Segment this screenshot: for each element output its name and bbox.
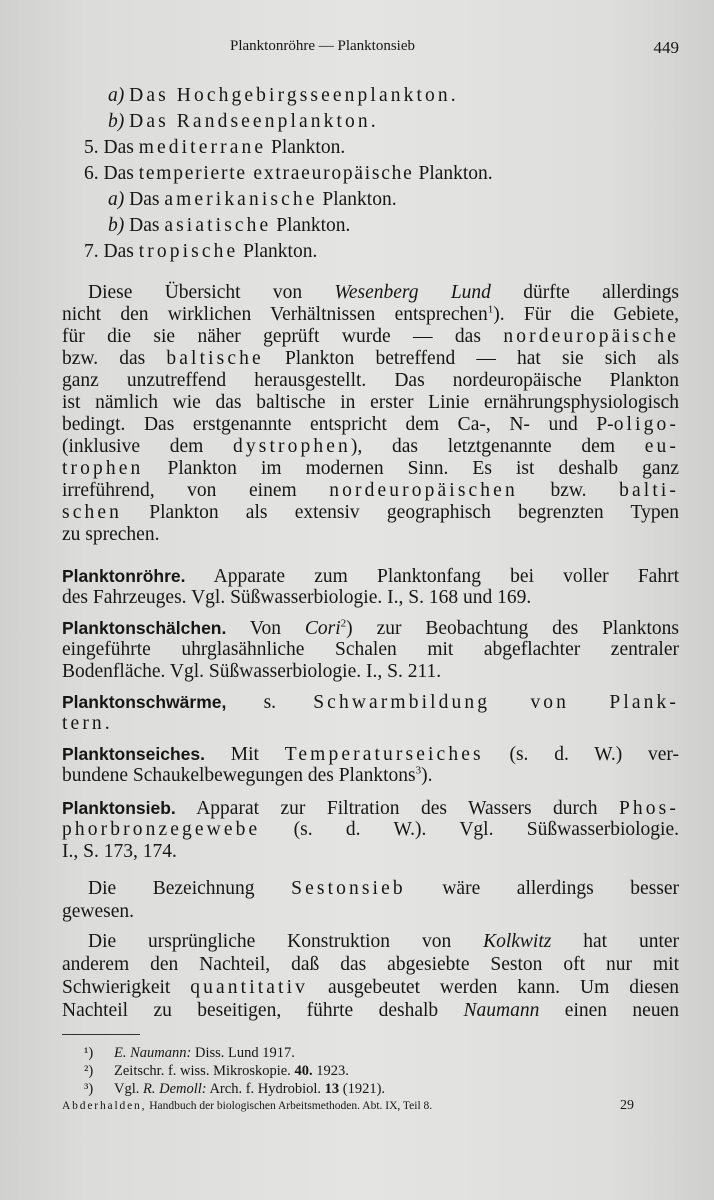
text-line: Planktonseiches. Mit Temperaturseiches (s. d. W.) ver-	[62, 744, 680, 765]
text-line: Nachteil zu beseitigen, führte deshalb Naumann einen neuen	[62, 1000, 679, 1021]
footnote: ¹) E. Naumann: Diss. Lund 1917.	[84, 1045, 295, 1061]
text-line: I., S. 173, 174.	[62, 841, 177, 862]
outline-item: 7. Das tropische Plankton.	[84, 241, 318, 262]
text-line: zu sprechen.	[62, 524, 160, 545]
outline-item: a) Das Hochgebirgsseenplankton.	[108, 85, 459, 106]
entry-term: Planktonröhre.	[62, 566, 186, 586]
text-line: Bodenfläche. Vgl. Süßwasserbiologie. I., S. 211.	[62, 661, 442, 682]
text-line: Schwierigkeit quantitativ ausgebeutet werden kann. Um diesen	[62, 977, 680, 998]
footnote-rule	[62, 1034, 140, 1035]
outline-item: 5. Das mediterrane Plankton.	[84, 137, 346, 158]
text-line: Planktonschälchen. Von Cori$^2$) zur Beobachtung des Planktons	[62, 617, 679, 639]
page-header	[62, 38, 679, 62]
footnote: ³) Vgl. R. Demoll: Arch. f. Hydrobiol. 13 (1921).	[84, 1081, 386, 1097]
text-line: Planktonschwärme, s. Schwarmbildung von Plank-	[62, 692, 679, 713]
text-line: bundene Schaukelbewegungen des Planktons$^3$).	[62, 764, 433, 786]
text-line: anderem den Nachteil, daß das abgesiebte Seston oft nur mit	[62, 954, 679, 975]
outline-item: b) Das asiatische Plankton.	[108, 215, 351, 236]
text-line: bzw. das baltische Plankton betreffend — hat sie sich als	[62, 348, 680, 369]
text-line: für die sie näher geprüft wurde — das nordeuropäische	[62, 326, 680, 347]
footnote: ²) Zeitschr. f. wiss. Mikroskopie. 40. 1923.	[84, 1063, 349, 1079]
text-line: gewesen.	[62, 901, 135, 922]
entry-term: Planktonschwärme,	[62, 692, 227, 712]
entry-term: Planktonseiches.	[62, 744, 205, 764]
text-line: trophen Plankton im modernen Sinn. Es ist deshalb ganz	[62, 458, 679, 479]
text-line: Die ursprüngliche Konstruktion von Kolkwitz hat unter	[88, 931, 680, 952]
entry-term: Planktonsieb.	[62, 798, 176, 818]
outline-item: b) Das Randseenplankton.	[108, 111, 379, 132]
printer-signature: 29	[620, 1098, 634, 1113]
outline-item: 6. Das temperierte extraeuropäische Plankton.	[84, 163, 493, 184]
text-line: Planktonsieb. Apparat zur Filtration des Wassers durch Phos-	[62, 798, 679, 819]
text-line: irreführend, von einem nordeuropäischen bzw. balti-	[62, 480, 680, 501]
series-footer: Abderhalden, Handbuch der biologischen Arbeitsmethoden. Abt. IX, Teil 8.	[62, 1100, 433, 1112]
entry-term: Planktonschälchen.	[62, 618, 227, 638]
text-line: tern.	[62, 713, 110, 734]
text-line: ist nämlich wie das baltische in erster Linie ernährungsphysiologisch	[62, 392, 679, 413]
running-title: Planktonröhre — Planktonsieb	[230, 38, 415, 54]
text-line: Die Bezeichnung Sestonsieb wäre allerdings besser	[88, 878, 680, 899]
text-line: phorbronzegewebe (s. d. W.). Vgl. Süßwasserbiologie.	[62, 819, 679, 840]
text-line: eingeführte uhrglasähnliche Schalen mit abgeflachter zentraler	[62, 639, 679, 660]
outline-item: a) Das amerikanische Plankton.	[108, 189, 397, 210]
text-line: schen Plankton als extensiv geographisch begrenzten Typen	[62, 502, 679, 523]
text-line: (inklusive dem dystrophen), das letztgenannte dem eu-	[62, 436, 679, 457]
text-line: des Fahrzeuges. Vgl. Süßwasserbiologie. I., S. 168 und 169.	[62, 587, 532, 608]
text-line: ganz unzutreffend herausgestellt. Das nordeuropäische Plankton	[62, 370, 679, 391]
text-line: Diese Übersicht von Wesenberg Lund dürfte allerdings	[88, 282, 679, 303]
text-line: nicht den wirklichen Verhältnissen entsprechen$^1$). Für die Gebiete,	[62, 303, 679, 325]
text-line: Planktonröhre. Apparate zum Planktonfang bei voller Fahrt	[62, 566, 679, 587]
page-number: 449	[653, 38, 679, 57]
text-line: bedingt. Das erstgenannte entspricht dem Ca-, N- und P-oligo-	[62, 414, 679, 435]
